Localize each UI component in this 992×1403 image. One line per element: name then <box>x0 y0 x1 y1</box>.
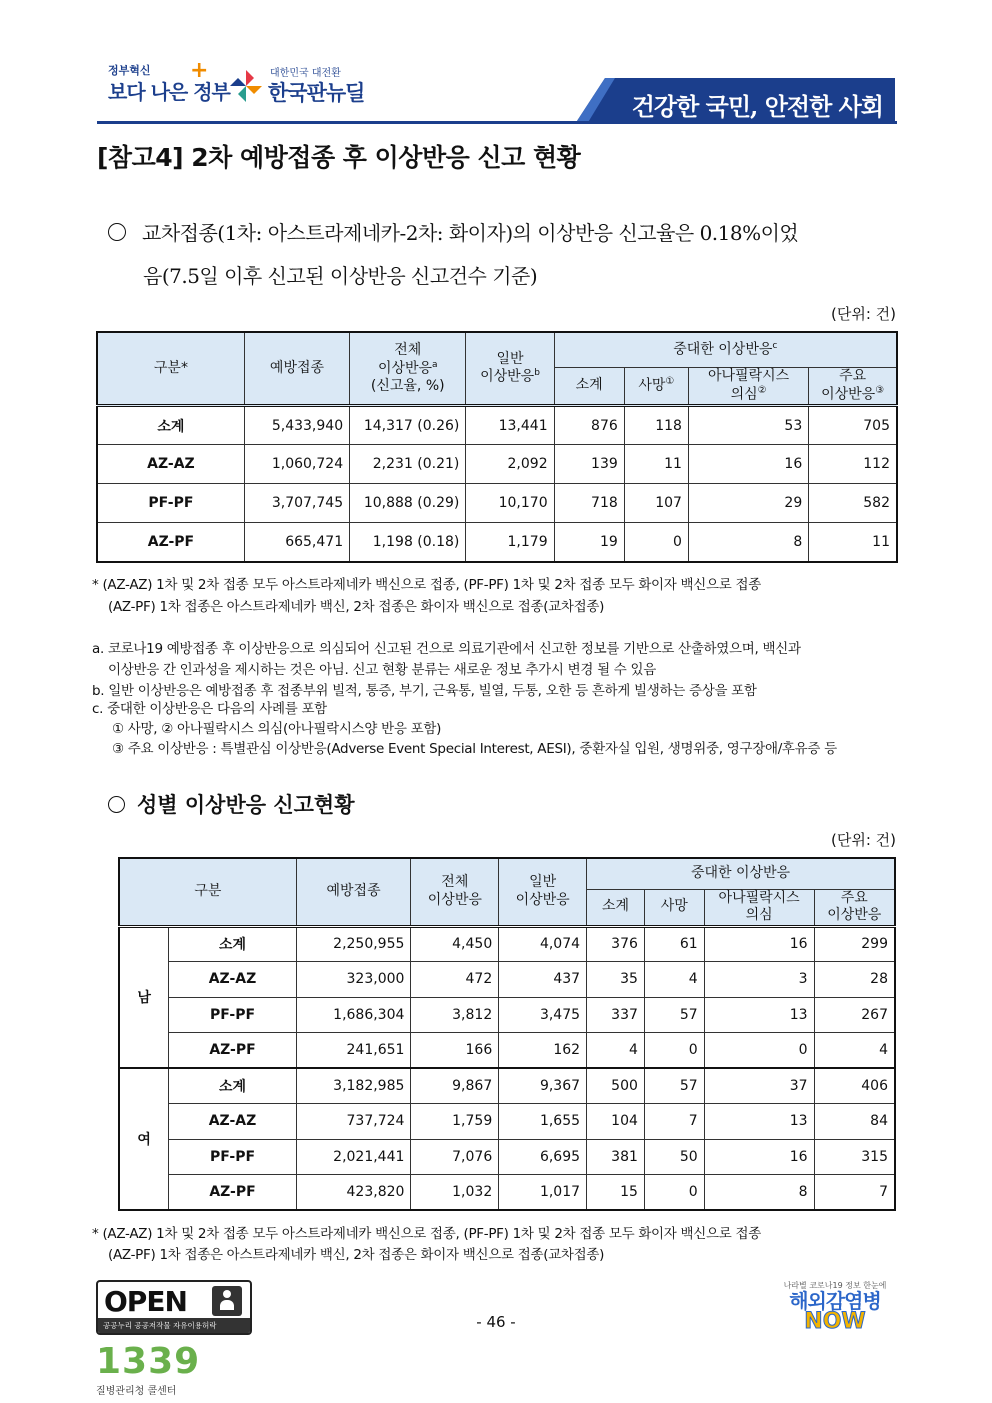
cell-death: 50 <box>644 1139 704 1175</box>
cell-vaccination: 2,021,441 <box>296 1139 411 1175</box>
cell-vaccination: 5,433,940 <box>244 406 349 445</box>
cell-death: 4 <box>644 962 704 998</box>
now-logo-small-text: 나라별 코로나19 정보 한눈에 <box>783 1281 887 1290</box>
cell-subtotal: 35 <box>587 962 645 998</box>
row-label: PF-PF <box>169 997 296 1033</box>
cell-anaphylaxis: 13 <box>704 997 814 1033</box>
pinwheel-icon <box>228 68 264 104</box>
cell-major: 299 <box>814 926 895 962</box>
row-label: AZ-PF <box>97 523 244 562</box>
cell-general: 4,074 <box>499 926 587 962</box>
row-label: 소계 <box>97 406 244 445</box>
cell-general: 6,695 <box>499 1139 587 1175</box>
table-row <box>119 962 895 998</box>
cell-vaccination: 665,471 <box>244 523 349 562</box>
section-heading <box>108 789 354 819</box>
cell-general: 1,017 <box>499 1175 587 1211</box>
korean-new-deal-logo <box>228 64 368 108</box>
table-row <box>119 997 895 1033</box>
cell-anaphylaxis: 16 <box>688 445 808 484</box>
intro-paragraph-line2: 음(7.5일 이후 신고된 이상반응 신고건수 기준) <box>143 264 538 288</box>
logo-nd-small-text: 대한민국 대전환 <box>270 68 341 79</box>
unit-label: (단위: 건) <box>831 831 896 849</box>
row-label: 소계 <box>169 1068 296 1104</box>
table-row <box>97 406 897 445</box>
logo-gov-small-text: 정부혁신 <box>108 64 151 77</box>
cell-death: 61 <box>644 926 704 962</box>
cell-vaccination: 3,182,985 <box>296 1068 411 1104</box>
person-icon <box>212 1286 242 1316</box>
cell-major: 4 <box>814 1033 895 1069</box>
cell-death: 0 <box>624 523 688 562</box>
footnote-star-line2: (AZ-PF) 1차 접종은 아스트라제네카 백신, 2차 접종은 화이자 백신으로 접종(교차접종) <box>108 1247 605 1263</box>
cell-major: 267 <box>814 997 895 1033</box>
hollow-circle-bullet-icon <box>108 796 125 813</box>
cell-death: 0 <box>644 1175 704 1211</box>
cell-total: 1,032 <box>411 1175 499 1211</box>
cell-total: 1,759 <box>411 1104 499 1140</box>
adverse-reaction-table <box>96 331 898 563</box>
cell-general: 1,179 <box>466 523 554 562</box>
cell-major: 705 <box>809 406 897 445</box>
cell-subtotal: 381 <box>587 1139 645 1175</box>
cell-major: 28 <box>814 962 895 998</box>
table-row <box>97 445 897 484</box>
cell-general: 9,367 <box>499 1068 587 1104</box>
overseas-infection-now-logo <box>770 1280 900 1338</box>
cell-total: 4,450 <box>411 926 499 962</box>
cell-anaphylaxis: 13 <box>704 1104 814 1140</box>
table-row <box>97 484 897 523</box>
footnote-star-line1: * (AZ-AZ) 1차 및 2차 접종 모두 아스트라제네카 백신으로 접종, (PF-PF) 1차 및 2차 접종 모두 화이자 백신으로 접종 <box>92 577 761 593</box>
footnote-c-item1: ① 사망, ② 아나필락시스 의심(아나필락시스양 반응 포함) <box>112 721 442 737</box>
slogan-banner <box>575 78 895 124</box>
cell-anaphylaxis: 16 <box>704 926 814 962</box>
callcenter-number <box>96 1342 206 1382</box>
cell-subtotal: 139 <box>554 445 624 484</box>
cell-death: 11 <box>624 445 688 484</box>
intro-text-line1: 교차접종(1차: 아스트라제네카-2차: 화이자)의 이상반응 신고율은 0.18%이었 <box>142 221 799 245</box>
footnote-c: c. 중대한 이상반응은 다음의 사례를 포함 <box>92 701 327 717</box>
cell-subtotal: 376 <box>587 926 645 962</box>
cell-death: 7 <box>644 1104 704 1140</box>
cell-death: 118 <box>624 406 688 445</box>
header-anaphylaxis: 아나필락시스 의심 <box>704 889 814 926</box>
callcenter-digits: 1339 <box>96 1341 201 1382</box>
header-serious: 중대한 이상반응$^c$ <box>554 332 897 367</box>
page-number: - 46 - <box>476 1313 516 1331</box>
header-vaccination: 예방접종 <box>296 858 411 926</box>
gender-label-female: 여 <box>119 1068 169 1210</box>
cell-anaphylaxis: 0 <box>704 1033 814 1069</box>
cell-general: 162 <box>499 1033 587 1069</box>
cell-general: 437 <box>499 962 587 998</box>
header-major: 주요 이상반응 <box>814 889 895 926</box>
callcenter-label: 질병관리청 콜센터 <box>96 1386 177 1397</box>
cell-anaphylaxis: 8 <box>704 1175 814 1211</box>
cell-death: 107 <box>624 484 688 523</box>
header-subtotal: 소계 <box>587 889 645 926</box>
plus-icon: + <box>190 58 209 83</box>
header-category: 구분* <box>97 332 244 406</box>
row-label: AZ-AZ <box>97 445 244 484</box>
open-license-strip: 공공누리 공공저작물 자유이용허락 <box>98 1318 250 1333</box>
cell-general: 10,170 <box>466 484 554 523</box>
cell-total: 1,198 (0.18) <box>350 523 466 562</box>
cell-general: 13,441 <box>466 406 554 445</box>
now-logo-word: NOW <box>804 1309 866 1334</box>
row-label: PF-PF <box>97 484 244 523</box>
footnote-star-line2: (AZ-PF) 1차 접종은 아스트라제네카 백신, 2차 접종은 화이자 백신으로 접종(교차접종) <box>108 599 605 615</box>
section-heading-text: 성별 이상반응 신고현황 <box>137 793 355 817</box>
open-word: OPEN <box>104 1285 187 1318</box>
cell-total: 3,812 <box>411 997 499 1033</box>
table-row <box>119 926 895 962</box>
cell-total: 9,867 <box>411 1068 499 1104</box>
cell-total: 2,231 (0.21) <box>350 445 466 484</box>
cell-subtotal: 15 <box>587 1175 645 1211</box>
row-label: AZ-PF <box>169 1033 296 1069</box>
cell-subtotal: 876 <box>554 406 624 445</box>
cell-anaphylaxis: 29 <box>688 484 808 523</box>
cell-vaccination: 323,000 <box>296 962 411 998</box>
cell-major: 582 <box>809 484 897 523</box>
cell-vaccination: 2,250,955 <box>296 926 411 962</box>
header-death: 사망① <box>624 367 688 406</box>
cell-subtotal: 4 <box>587 1033 645 1069</box>
cell-subtotal: 337 <box>587 997 645 1033</box>
header-divider <box>97 121 897 124</box>
footnote-c-item2: ③ 주요 이상반응 : 특별관심 이상반응(Adverse Event Special Interest, AESI), 중환자실 입원, 생명위중, 영구장애/후유증 등 <box>112 741 837 757</box>
row-label: AZ-AZ <box>169 962 296 998</box>
table-row <box>119 1104 895 1140</box>
header-total: 전체 이상반응$^a$ (신고율, %) <box>350 332 466 406</box>
cell-vaccination: 1,060,724 <box>244 445 349 484</box>
logo-gov-big-text: 보다 나은 정부 <box>108 80 230 104</box>
gender-label-male: 남 <box>119 926 169 1068</box>
cell-subtotal: 718 <box>554 484 624 523</box>
table-row <box>119 1175 895 1211</box>
header-total: 전체 이상반응 <box>411 858 499 926</box>
row-label: 소계 <box>169 926 296 962</box>
header-serious: 중대한 이상반응 <box>587 858 895 889</box>
cell-total: 7,076 <box>411 1139 499 1175</box>
cell-subtotal: 19 <box>554 523 624 562</box>
cell-major: 315 <box>814 1139 895 1175</box>
table-row <box>119 1068 895 1104</box>
now-logo-title: 해외감염병 <box>789 1289 881 1313</box>
cell-total: 14,317 (0.26) <box>350 406 466 445</box>
cell-general: 2,092 <box>466 445 554 484</box>
cell-major: 7 <box>814 1175 895 1211</box>
cell-vaccination: 737,724 <box>296 1104 411 1140</box>
cell-major: 84 <box>814 1104 895 1140</box>
cell-vaccination: 1,686,304 <box>296 997 411 1033</box>
footnote-b: b. 일반 이상반응은 예방접종 후 접종부위 빌적, 통증, 부기, 근육통, 빌열, 두통, 오한 등 흔하게 빌생하는 증상을 포함 <box>92 683 757 699</box>
cell-vaccination: 3,707,745 <box>244 484 349 523</box>
table-row <box>97 523 897 562</box>
cell-major: 406 <box>814 1068 895 1104</box>
cell-major: 11 <box>809 523 897 562</box>
cell-death: 0 <box>644 1033 704 1069</box>
footnote-a-line2: 이상반응 간 인과성을 제시하는 것은 아님. 신고 현황 분류는 새로운 정보 추가시 변경 될 수 있음 <box>108 662 657 678</box>
cell-vaccination: 241,651 <box>296 1033 411 1069</box>
logo-nd-big-text: 한국판뉴딜 <box>268 81 365 105</box>
header-major: 주요 이상반응③ <box>809 367 897 406</box>
row-label: AZ-PF <box>169 1175 296 1211</box>
header-general: 일반 이상반응 <box>499 858 587 926</box>
cell-anaphylaxis: 37 <box>704 1068 814 1104</box>
cell-death: 57 <box>644 1068 704 1104</box>
header-subtotal: 소계 <box>554 367 624 406</box>
cell-subtotal: 500 <box>587 1068 645 1104</box>
footnote-a-line1: a. 코로나19 예방접종 후 이상반응으로 의심되어 신고된 건으로 의료기관에서 신고한 정보를 기반으로 산출하였으며, 백신과 <box>92 641 801 657</box>
cell-general: 3,475 <box>499 997 587 1033</box>
header-death: 사망 <box>644 889 704 926</box>
header-vaccination: 예방접종 <box>244 332 349 406</box>
unit-label: (단위: 건) <box>831 305 896 323</box>
gender-reaction-table <box>118 857 896 1211</box>
kdca-callcenter-logo <box>96 1342 206 1402</box>
cell-major: 112 <box>809 445 897 484</box>
page-title: [참고4] 2차 예방접종 후 이상반응 신고 현황 <box>97 143 581 172</box>
cell-subtotal: 104 <box>587 1104 645 1140</box>
slogan-text: 건강한 국민, 안전한 사회 <box>631 92 883 121</box>
cell-anaphylaxis: 3 <box>704 962 814 998</box>
header-general: 일반 이상반응$^b$ <box>466 332 554 406</box>
table-row <box>119 1139 895 1175</box>
row-label: PF-PF <box>169 1139 296 1175</box>
gov-innovation-logo <box>108 58 230 108</box>
hollow-circle-bullet-icon <box>108 223 126 241</box>
cell-anaphylaxis: 16 <box>704 1139 814 1175</box>
cell-total: 472 <box>411 962 499 998</box>
footnote-star-line1: * (AZ-AZ) 1차 및 2차 접종 모두 아스트라제네카 백신으로 접종, (PF-PF) 1차 및 2차 접종 모두 화이자 백신으로 접종 <box>92 1226 761 1242</box>
cell-anaphylaxis: 53 <box>688 406 808 445</box>
intro-paragraph-line1 <box>108 217 798 246</box>
header-category: 구분 <box>119 858 296 926</box>
row-label: AZ-AZ <box>169 1104 296 1140</box>
header-anaphylaxis: 아나필락시스 의심② <box>688 367 808 406</box>
cell-total: 10,888 (0.29) <box>350 484 466 523</box>
table-row <box>119 1033 895 1069</box>
cell-death: 57 <box>644 997 704 1033</box>
cell-vaccination: 423,820 <box>296 1175 411 1211</box>
cell-general: 1,655 <box>499 1104 587 1140</box>
cell-total: 166 <box>411 1033 499 1069</box>
cell-anaphylaxis: 8 <box>688 523 808 562</box>
